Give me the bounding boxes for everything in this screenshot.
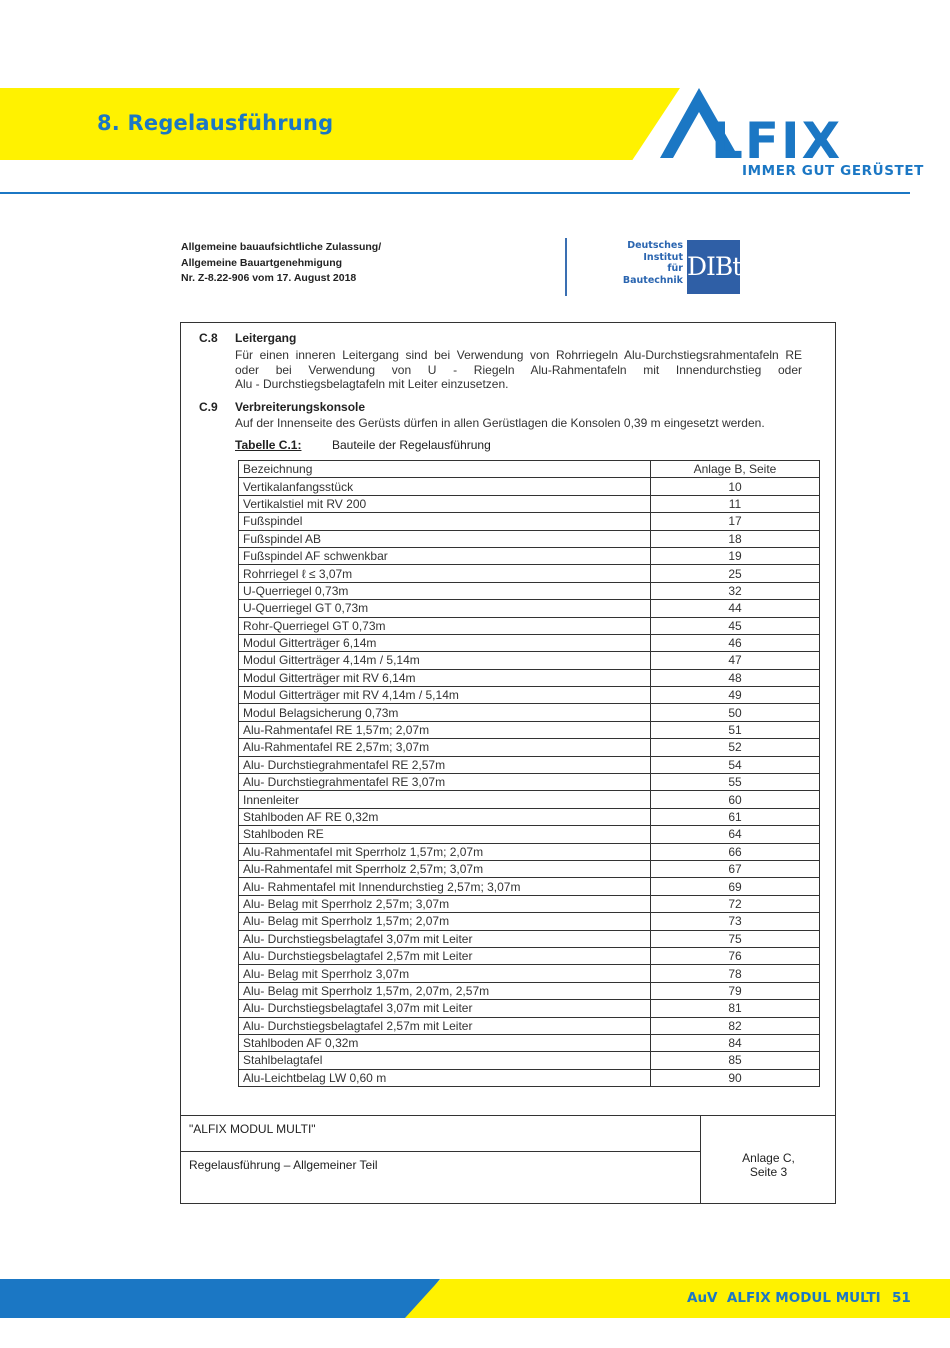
table-row [239, 1069, 820, 1086]
part-page-cell: 10 [651, 478, 820, 495]
part-name-cell: Alu- Belag mit Sperrholz 1,57m; 2,07m [239, 913, 651, 930]
part-page-cell: 19 [651, 547, 820, 564]
table-row [239, 808, 820, 825]
footer-blue-band [0, 1279, 440, 1318]
part-name-cell: Alu-Rahmentafel mit Sperrholz 2,57m; 3,07m [239, 860, 651, 877]
part-page-cell: 73 [651, 913, 820, 930]
dibt-abbreviation: DIBt [687, 240, 740, 294]
dibt-institute-name [575, 240, 683, 286]
part-page-cell: 76 [651, 947, 820, 964]
table-row [239, 530, 820, 547]
part-name-cell: Modul Belagsicherung 0,73m [239, 704, 651, 721]
part-page-cell: 81 [651, 1000, 820, 1017]
table-row [239, 1000, 820, 1017]
table-row [239, 826, 820, 843]
table-row [239, 547, 820, 564]
part-page-cell: 60 [651, 791, 820, 808]
anlage-line: Seite 3 [749, 1165, 788, 1179]
doc-footer-divider [180, 1115, 836, 1116]
table-row [239, 704, 820, 721]
part-name-cell: Modul Gitterträger mit RV 6,14m [239, 669, 651, 686]
part-page-cell: 66 [651, 843, 820, 860]
part-name-cell: Innenleiter [239, 791, 651, 808]
table-caption-text: Bauteile der Regelausführung [332, 438, 491, 452]
table-row [239, 878, 820, 895]
part-page-cell: 45 [651, 617, 820, 634]
approval-line: Allgemeine Bauartgenehmigung [181, 256, 343, 269]
part-name-cell: Stahlboden RE [239, 826, 651, 843]
part-name-cell: Rohrriegel ℓ ≤ 3,07m [239, 565, 651, 582]
part-name-cell: Vertikalstiel mit RV 200 [239, 495, 651, 512]
part-name-cell: Alu-Rahmentafel mit Sperrholz 1,57m; 2,07m [239, 843, 651, 860]
part-page-cell: 46 [651, 634, 820, 651]
part-page-cell: 54 [651, 756, 820, 773]
table-row [239, 965, 820, 982]
section-number: C.9 [199, 400, 218, 414]
part-page-cell: 82 [651, 1017, 820, 1034]
section-text [235, 348, 802, 392]
part-page-cell: 55 [651, 774, 820, 791]
parts-table [238, 460, 820, 1087]
part-name-cell: Alu- Durchstiegsbelagtafel 3,07m mit Leiter [239, 1000, 651, 1017]
table-row [239, 756, 820, 773]
dibt-bar [565, 238, 567, 296]
part-page-cell: 61 [651, 808, 820, 825]
page-number: 51 [892, 1290, 911, 1306]
part-page-cell: 75 [651, 930, 820, 947]
table-row [239, 478, 820, 495]
table-row [239, 1034, 820, 1051]
part-name-cell: Alu- Durchstiegsbelagtafel 2,57m mit Leiter [239, 1017, 651, 1034]
part-name-cell: Fußspindel [239, 513, 651, 530]
part-page-cell: 72 [651, 895, 820, 912]
header-divider [0, 192, 910, 194]
part-name-cell: Alu-Leichtbelag LW 0,60 m [239, 1069, 651, 1086]
table-header-cell: Bezeichnung [239, 461, 651, 478]
approval-line: Allgemeine bauaufsichtliche Zulassung/ [181, 241, 382, 253]
dibt-line: Bautechnik [622, 274, 683, 286]
part-page-cell: 78 [651, 965, 820, 982]
table-header-row [239, 461, 820, 478]
section-title: Leitergang [235, 331, 297, 345]
part-name-cell: U-Querriegel GT 0,73m [239, 600, 651, 617]
approval-line: Nr. Z-8.22-906 vom 17. August 2018 [181, 272, 357, 284]
part-name-cell: Alu- Belag mit Sperrholz 2,57m; 3,07m [239, 895, 651, 912]
dibt-line: Institut [643, 251, 683, 263]
part-name-cell: Modul Gitterträger mit RV 4,14m / 5,14m [239, 687, 651, 704]
table-row [239, 947, 820, 964]
table-row [239, 617, 820, 634]
part-page-cell: 47 [651, 652, 820, 669]
table-row [239, 1017, 820, 1034]
part-page-cell: 18 [651, 530, 820, 547]
table-row [239, 860, 820, 877]
table-row [239, 895, 820, 912]
doc-footer-description: Regelausführung – Allgemeiner Teil [189, 1158, 378, 1172]
table-row [239, 982, 820, 999]
part-page-cell: 48 [651, 669, 820, 686]
table-row [239, 843, 820, 860]
part-name-cell: Stahlboden AF RE 0,32m [239, 808, 651, 825]
table-row [239, 495, 820, 512]
part-name-cell: Alu- Belag mit Sperrholz 3,07m [239, 965, 651, 982]
table-row [239, 913, 820, 930]
page-title: 8. Regelausführung [97, 111, 334, 135]
section-text: Auf der Innenseite des Gerüsts dürfen in allen Gerüstlagen die Konsolen 0,39 m eingesetzt werden. [235, 416, 765, 430]
table-row [239, 634, 820, 651]
part-page-cell: 84 [651, 1034, 820, 1051]
approval-info [181, 240, 381, 287]
part-name-cell: Fußspindel AB [239, 530, 651, 547]
section-text-line: oder bei Verwendung von U - Riegeln Alu-Rahmentafeln mit Innendurchstieg oder [235, 362, 802, 377]
part-page-cell: 64 [651, 826, 820, 843]
part-name-cell: Alu- Rahmentafel mit Innendurchstieg 2,57m; 3,07m [239, 878, 651, 895]
part-name-cell: U-Querriegel 0,73m [239, 582, 651, 599]
table-row [239, 930, 820, 947]
table-row [239, 513, 820, 530]
table-row [239, 600, 820, 617]
dibt-line: Deutsches [627, 240, 683, 251]
part-name-cell: Alu-Rahmentafel RE 2,57m; 3,07m [239, 739, 651, 756]
part-page-cell: 11 [651, 495, 820, 512]
part-name-cell: Rohr-Querriegel GT 0,73m [239, 617, 651, 634]
part-name-cell: Alu- Durchstiegsbelagtafel 2,57m mit Leiter [239, 947, 651, 964]
anlage-line: Anlage C, [742, 1151, 795, 1165]
section-text-line: Alu - Durchstiegsbelagtafeln mit Leiter einzusetzen. [235, 377, 509, 392]
part-name-cell: Alu-Rahmentafel RE 1,57m; 2,07m [239, 721, 651, 738]
section-number: C.8 [199, 331, 218, 345]
dibt-logo [565, 238, 740, 296]
table-header-cell: Anlage B, Seite [651, 461, 820, 478]
part-page-cell: 17 [651, 513, 820, 530]
table-row [239, 582, 820, 599]
part-name-cell: Alu- Durchstiegsbelagtafel 3,07m mit Leiter [239, 930, 651, 947]
part-name-cell: Stahlbelagtafel [239, 1052, 651, 1069]
part-name-cell: Alu- Durchstiegrahmentafel RE 2,57m [239, 756, 651, 773]
table-row [239, 1052, 820, 1069]
table-row [239, 565, 820, 582]
part-page-cell: 85 [651, 1052, 820, 1069]
part-name-cell: Stahlboden AF 0,32m [239, 1034, 651, 1051]
part-name-cell: Modul Gitterträger 4,14m / 5,14m [239, 652, 651, 669]
footer-label: AuV ALFIX MODUL MULTI [687, 1290, 881, 1306]
logo-wordmark: LFIX [711, 112, 843, 170]
part-name-cell: Vertikalanfangsstück [239, 478, 651, 495]
table-row [239, 739, 820, 756]
part-page-cell: 25 [651, 565, 820, 582]
part-page-cell: 52 [651, 739, 820, 756]
part-name-cell: Alu- Durchstiegrahmentafel RE 3,07m [239, 774, 651, 791]
part-page-cell: 69 [651, 878, 820, 895]
table-row [239, 669, 820, 686]
table-row [239, 721, 820, 738]
part-page-cell: 51 [651, 721, 820, 738]
part-page-cell: 90 [651, 1069, 820, 1086]
table-row [239, 791, 820, 808]
doc-footer-divider [180, 1151, 700, 1152]
part-page-cell: 79 [651, 982, 820, 999]
table-caption-label: Tabelle C.1: [235, 438, 302, 452]
part-name-cell: Fußspindel AF schwenkbar [239, 547, 651, 564]
doc-footer-product: "ALFIX MODUL MULTI" [189, 1122, 316, 1136]
table-row [239, 687, 820, 704]
doc-footer-anlage [701, 1151, 836, 1179]
part-name-cell: Alu- Belag mit Sperrholz 1,57m, 2,07m, 2,57m [239, 982, 651, 999]
part-page-cell: 44 [651, 600, 820, 617]
table-row [239, 652, 820, 669]
part-page-cell: 49 [651, 687, 820, 704]
part-name-cell: Modul Gitterträger 6,14m [239, 634, 651, 651]
section-text-line: Für einen inneren Leitergang sind bei Verwendung von Rohrriegeln Alu-Durchstiegsrahmentafeln RE [235, 348, 802, 362]
dibt-line: für [667, 263, 683, 274]
part-page-cell: 50 [651, 704, 820, 721]
logo-tagline: IMMER GUT GERÜSTET [742, 163, 924, 179]
table-caption [235, 438, 491, 452]
part-page-cell: 32 [651, 582, 820, 599]
table-row [239, 774, 820, 791]
part-page-cell: 67 [651, 860, 820, 877]
section-title: Verbreiterungskonsole [235, 400, 366, 414]
